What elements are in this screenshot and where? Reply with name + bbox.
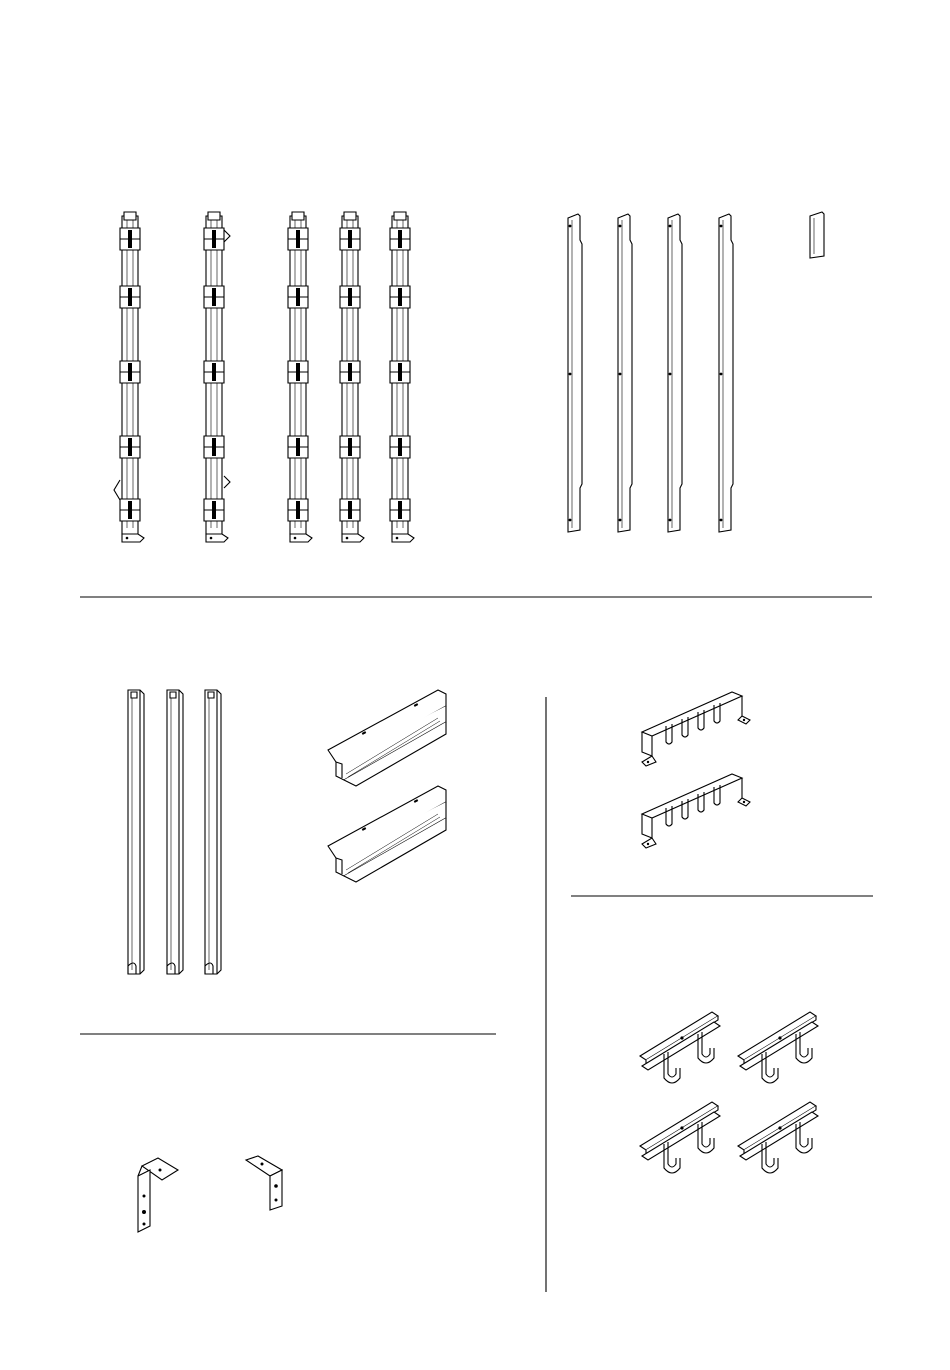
mounting-angle-bracket xyxy=(246,1156,282,1210)
mounting-angle-brackets xyxy=(138,1156,282,1232)
comb-cable-guide xyxy=(642,692,750,766)
cable-tray xyxy=(328,690,446,786)
side-cover-strips xyxy=(568,214,733,532)
cable-trays xyxy=(328,690,446,882)
comb-cable-guide xyxy=(642,774,750,848)
rail-with-brackets xyxy=(340,212,364,542)
rail-side-tab xyxy=(224,230,230,242)
channel-post xyxy=(205,690,221,974)
hook-cable-bracket xyxy=(640,1102,720,1173)
hook-cable-bracket xyxy=(640,1012,720,1083)
hook-cable-brackets xyxy=(640,1012,818,1173)
mounting-angle-bracket xyxy=(138,1158,178,1232)
comb-cable-guides xyxy=(642,692,750,848)
rail-with-brackets xyxy=(390,212,414,542)
rail-with-brackets xyxy=(120,212,144,542)
vertical-channel-posts xyxy=(128,690,221,974)
channel-post xyxy=(167,690,183,974)
small-end-cap xyxy=(810,212,824,258)
side-cover-strip xyxy=(618,214,632,532)
vertical-rails-with-brackets xyxy=(114,212,414,542)
rail-with-brackets xyxy=(204,212,228,542)
hook-cable-bracket xyxy=(738,1012,818,1083)
side-cover-strip xyxy=(668,214,682,532)
rail-with-brackets xyxy=(288,212,312,542)
side-cover-strip xyxy=(719,214,733,532)
side-cover-strip xyxy=(568,214,582,532)
cable-tray xyxy=(328,786,446,882)
rail-side-tab xyxy=(224,476,230,488)
rail-side-tab xyxy=(114,480,120,500)
hook-cable-bracket xyxy=(738,1102,818,1173)
channel-post xyxy=(128,690,144,974)
